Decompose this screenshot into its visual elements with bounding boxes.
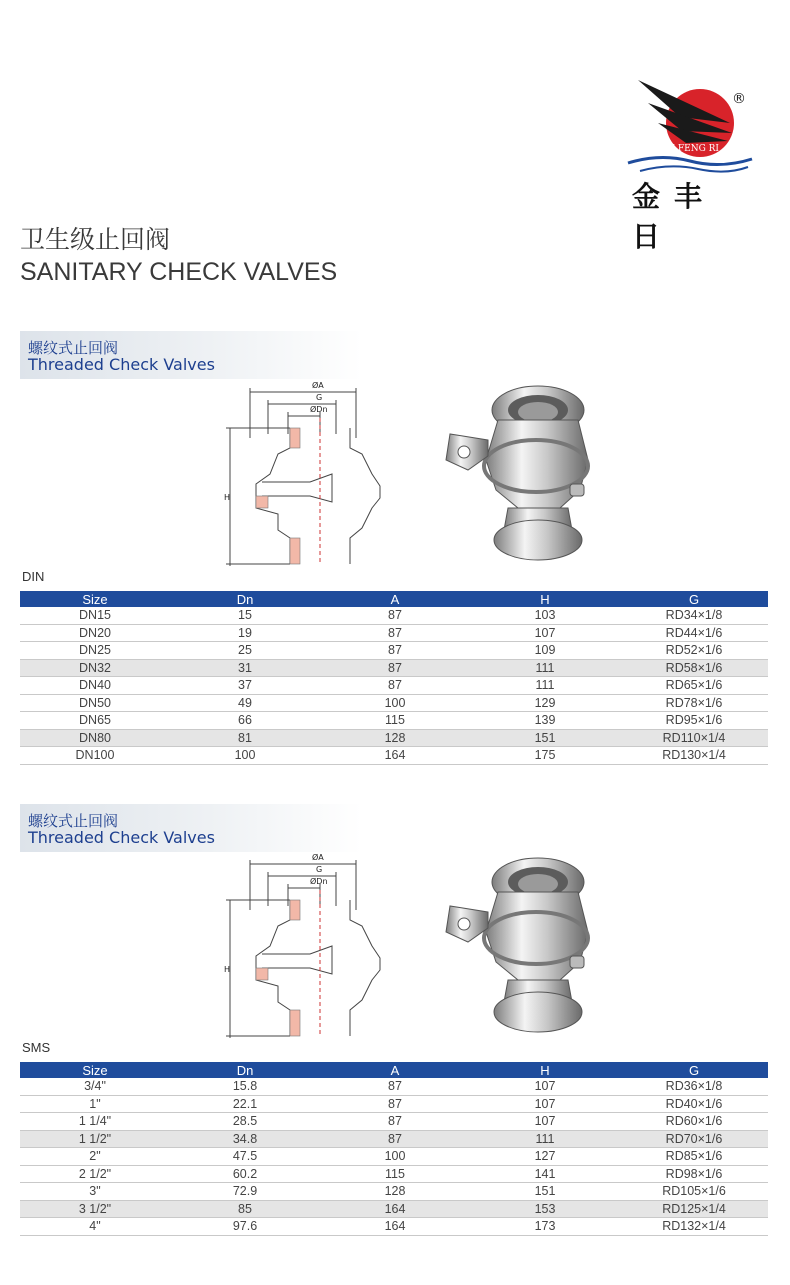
- table-cell: DN40: [20, 677, 170, 695]
- dim-label-g: G: [316, 393, 323, 402]
- table-cell: 107: [470, 1095, 620, 1113]
- table-cell: 87: [320, 1130, 470, 1148]
- section-heading-en: Threaded Check Valves: [28, 355, 215, 374]
- column-header: Size: [20, 591, 170, 607]
- table-cell: DN100: [20, 747, 170, 765]
- table-cell: 100: [170, 747, 320, 765]
- table-row: [20, 694, 768, 712]
- table-cell: 47.5: [170, 1148, 320, 1166]
- table-cell: 97.6: [170, 1218, 320, 1236]
- table-cell: DN80: [20, 729, 170, 747]
- column-header: Dn: [170, 1062, 320, 1078]
- table-cell: 2": [20, 1148, 170, 1166]
- table-row: [20, 729, 768, 747]
- table-cell: DN25: [20, 642, 170, 660]
- table-cell: RD58×1/6: [620, 659, 768, 677]
- table-cell: 3/4": [20, 1078, 170, 1095]
- table-cell: 19: [170, 624, 320, 642]
- dim-label-dn: ØDn: [310, 877, 328, 886]
- table-cell: 2 1/2": [20, 1165, 170, 1183]
- column-header: Dn: [170, 591, 320, 607]
- table-cell: 4": [20, 1218, 170, 1236]
- table-cell: 151: [470, 729, 620, 747]
- table-row: [20, 747, 768, 765]
- table-row: [20, 1165, 768, 1183]
- table-row: [20, 642, 768, 660]
- table-cell: RD110×1/4: [620, 729, 768, 747]
- table-cell: RD34×1/8: [620, 607, 768, 624]
- table-row: [20, 1078, 768, 1095]
- table-cell: DN20: [20, 624, 170, 642]
- dim-label-a: ØA: [312, 853, 324, 862]
- page-title-cn: 卫生级止回阀: [20, 225, 171, 254]
- section-banner: [20, 331, 362, 379]
- table-cell: 3": [20, 1183, 170, 1201]
- table-cell: 37: [170, 677, 320, 695]
- table-row: [20, 1148, 768, 1166]
- table-cell: RD132×1/4: [620, 1218, 768, 1236]
- table-cell: DN50: [20, 694, 170, 712]
- table-cell: 153: [470, 1200, 620, 1218]
- table-cell: 173: [470, 1218, 620, 1236]
- table-row: [20, 1183, 768, 1201]
- table-cell: 81: [170, 729, 320, 747]
- table-cell: 175: [470, 747, 620, 765]
- table-cell: RD70×1/6: [620, 1130, 768, 1148]
- table-row: [20, 712, 768, 730]
- table-cell: RD40×1/6: [620, 1095, 768, 1113]
- table-cell: RD44×1/6: [620, 624, 768, 642]
- table-cell: 87: [320, 624, 470, 642]
- table-row: [20, 1218, 768, 1236]
- table-row: [20, 1200, 768, 1218]
- table-row: [20, 1095, 768, 1113]
- column-header: G: [620, 1062, 768, 1078]
- table-cell: 87: [320, 642, 470, 660]
- dim-label-g: G: [316, 865, 323, 874]
- table-cell: 87: [320, 1078, 470, 1095]
- standard-label: DIN: [22, 569, 45, 584]
- table-cell: 141: [470, 1165, 620, 1183]
- section-heading-cn: 螺纹式止回阀: [28, 339, 119, 357]
- table-cell: RD130×1/4: [620, 747, 768, 765]
- table-cell: 15.8: [170, 1078, 320, 1095]
- table-cell: 103: [470, 607, 620, 624]
- table-cell: RD36×1/8: [620, 1078, 768, 1095]
- column-header: H: [470, 1062, 620, 1078]
- table-cell: RD60×1/6: [620, 1113, 768, 1131]
- table-cell: 128: [320, 729, 470, 747]
- brand-chinese-name: 金丰日: [632, 180, 717, 253]
- table-row: [20, 624, 768, 642]
- dim-label-h: H: [224, 493, 231, 502]
- table-cell: 127: [470, 1148, 620, 1166]
- table-cell: 139: [470, 712, 620, 730]
- table-cell: 85: [170, 1200, 320, 1218]
- table-row: [20, 607, 768, 624]
- page-title-en: SANITARY CHECK VALVES: [20, 258, 338, 286]
- table-cell: 111: [470, 677, 620, 695]
- table-cell: 49: [170, 694, 320, 712]
- table-cell: 66: [170, 712, 320, 730]
- table-cell: 107: [470, 1078, 620, 1095]
- valve-product-photo: [438, 380, 613, 570]
- table-cell: 15: [170, 607, 320, 624]
- table-row: [20, 1130, 768, 1148]
- table-cell: 107: [470, 1113, 620, 1131]
- table-cell: 111: [470, 1130, 620, 1148]
- column-header: Size: [20, 1062, 170, 1078]
- valve-technical-drawing: [220, 850, 400, 1040]
- dim-label-a: ØA: [312, 381, 324, 390]
- table-cell: 1 1/2": [20, 1130, 170, 1148]
- column-header: H: [470, 591, 620, 607]
- table-cell: RD65×1/6: [620, 677, 768, 695]
- table-cell: 129: [470, 694, 620, 712]
- table-cell: 3 1/2": [20, 1200, 170, 1218]
- table-cell: 115: [320, 1165, 470, 1183]
- column-header: A: [320, 1062, 470, 1078]
- table-row: [20, 1113, 768, 1131]
- valve-product-photo: [438, 852, 613, 1042]
- valve-technical-drawing: [220, 378, 400, 568]
- table-cell: 87: [320, 607, 470, 624]
- table-cell: 111: [470, 659, 620, 677]
- table-cell: 164: [320, 747, 470, 765]
- table-cell: 87: [320, 1095, 470, 1113]
- table-cell: 28.5: [170, 1113, 320, 1131]
- table-cell: 60.2: [170, 1165, 320, 1183]
- section-heading-cn: 螺纹式止回阀: [28, 812, 119, 830]
- table-cell: 34.8: [170, 1130, 320, 1148]
- table-cell: 72.9: [170, 1183, 320, 1201]
- table-cell: 87: [320, 659, 470, 677]
- table-cell: RD98×1/6: [620, 1165, 768, 1183]
- table-cell: 22.1: [170, 1095, 320, 1113]
- table-cell: 107: [470, 624, 620, 642]
- table-cell: 87: [320, 1113, 470, 1131]
- table-header-row: [20, 1062, 768, 1078]
- table-cell: 100: [320, 1148, 470, 1166]
- dim-label-dn: ØDn: [310, 405, 328, 414]
- table-cell: DN15: [20, 607, 170, 624]
- table-cell: DN32: [20, 659, 170, 677]
- table-cell: 164: [320, 1200, 470, 1218]
- table-cell: 1": [20, 1095, 170, 1113]
- table-cell: RD105×1/6: [620, 1183, 768, 1201]
- table-cell: 100: [320, 694, 470, 712]
- logo-text: JIN FENG RI: [660, 144, 719, 154]
- table-cell: 31: [170, 659, 320, 677]
- table-cell: RD52×1/6: [620, 642, 768, 660]
- table-cell: RD125×1/4: [620, 1200, 768, 1218]
- table-cell: 87: [320, 677, 470, 695]
- dim-label-h: H: [224, 965, 231, 974]
- table-cell: RD78×1/6: [620, 694, 768, 712]
- table-cell: 109: [470, 642, 620, 660]
- table-cell: 1 1/4": [20, 1113, 170, 1131]
- table-cell: 115: [320, 712, 470, 730]
- section-banner: [20, 804, 362, 852]
- table-cell: 128: [320, 1183, 470, 1201]
- column-header: A: [320, 591, 470, 607]
- table-cell: 25: [170, 642, 320, 660]
- standard-label: SMS: [22, 1040, 51, 1055]
- table-cell: RD95×1/6: [620, 712, 768, 730]
- table-cell: RD85×1/6: [620, 1148, 768, 1166]
- registered-mark: ®: [732, 91, 746, 107]
- table-header-row: [20, 591, 768, 607]
- table-cell: DN65: [20, 712, 170, 730]
- table-row: [20, 659, 768, 677]
- table-cell: 151: [470, 1183, 620, 1201]
- column-header: G: [620, 591, 768, 607]
- spec-table-sms: [20, 1062, 768, 1236]
- table-row: [20, 677, 768, 695]
- table-cell: 164: [320, 1218, 470, 1236]
- section-heading-en: Threaded Check Valves: [28, 828, 215, 847]
- spec-table-din: [20, 591, 768, 765]
